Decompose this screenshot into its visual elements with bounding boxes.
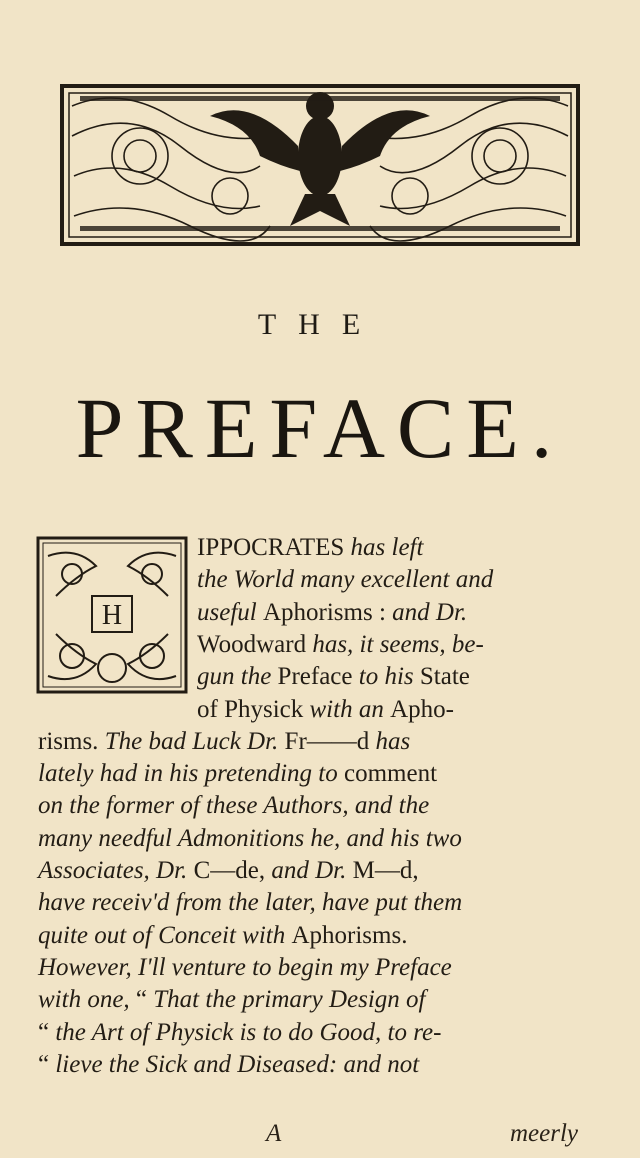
text-segment: the World many excellent and [197,566,494,594]
text-line [38,1049,419,1081]
text-segment: State [419,663,470,691]
text-segment: has [375,727,411,755]
text-line [38,790,429,822]
heading-the: THE [257,308,383,341]
text-segment: on the former of these Authors, and the [38,792,430,820]
text-segment: useful [197,598,263,626]
text-line [38,726,410,758]
text-segment: However, I'll venture to begin my Preface [38,953,452,981]
floral-initial-frame [36,536,188,694]
text-segment: many needful Admonitions he, and his two [38,824,462,852]
text-segment: Preface [277,663,359,691]
text-segment: and Dr. [271,857,353,884]
text-line [197,532,423,564]
text-line [197,629,484,661]
text-segment: quite out of Conceit with [38,921,292,949]
text-segment: “ [38,1050,56,1078]
text-segment: of Physick [197,695,310,723]
text-segment: Apho- [390,695,454,723]
text-segment: Aphorisms. [291,921,408,949]
text-line [197,661,470,693]
text-segment: Aphorisms : [262,598,393,626]
text-segment: the Art of Physick is to do Good, to re- [55,1018,442,1046]
eagle-headpiece-ornament [60,76,580,248]
text-segment: The bad Luck Dr. [104,727,285,755]
text-segment: lately had in his pretending to [38,760,344,788]
text-segment: lieve the Sick and Diseased: and not [55,1050,420,1078]
text-segment: Associates, Dr. [38,857,194,884]
text-line [38,887,462,919]
heading-preface: PREFACE. [75,380,565,476]
catchword: meerly [510,1120,579,1147]
text-segment: “ [135,986,154,1014]
text-line [38,758,437,790]
text-segment: has left [350,534,424,561]
text-line [38,952,452,984]
text-segment: Woodward [197,630,313,658]
text-segment: and Dr. [392,598,468,626]
text-segment: Fr——d [284,727,376,755]
text-segment: with one, [38,986,136,1014]
text-line [197,564,493,596]
text-segment: to his [358,663,420,691]
text-segment: with an [309,695,391,723]
text-segment: M—d, [352,857,419,884]
text-segment: has, it seems, be- [312,630,484,658]
text-segment: gun the [197,663,278,691]
text-line [197,694,454,726]
text-line [197,597,467,629]
signature-mark: A [266,1120,282,1147]
text-line [38,920,407,952]
text-line [38,984,426,1016]
dropcap-letter: H [101,600,123,631]
text-segment: comment [343,760,438,788]
text-segment: have receiv'd from the later, have put them [38,889,463,917]
text-segment: That the primary Design of [153,986,426,1014]
text-line [38,823,462,855]
text-segment: C—de, [193,857,272,884]
text-segment: IPPOCRATES [197,534,351,561]
text-line [38,855,419,887]
text-segment: “ [38,1018,56,1046]
text-segment: risms. [38,727,105,755]
text-line [38,1017,441,1049]
